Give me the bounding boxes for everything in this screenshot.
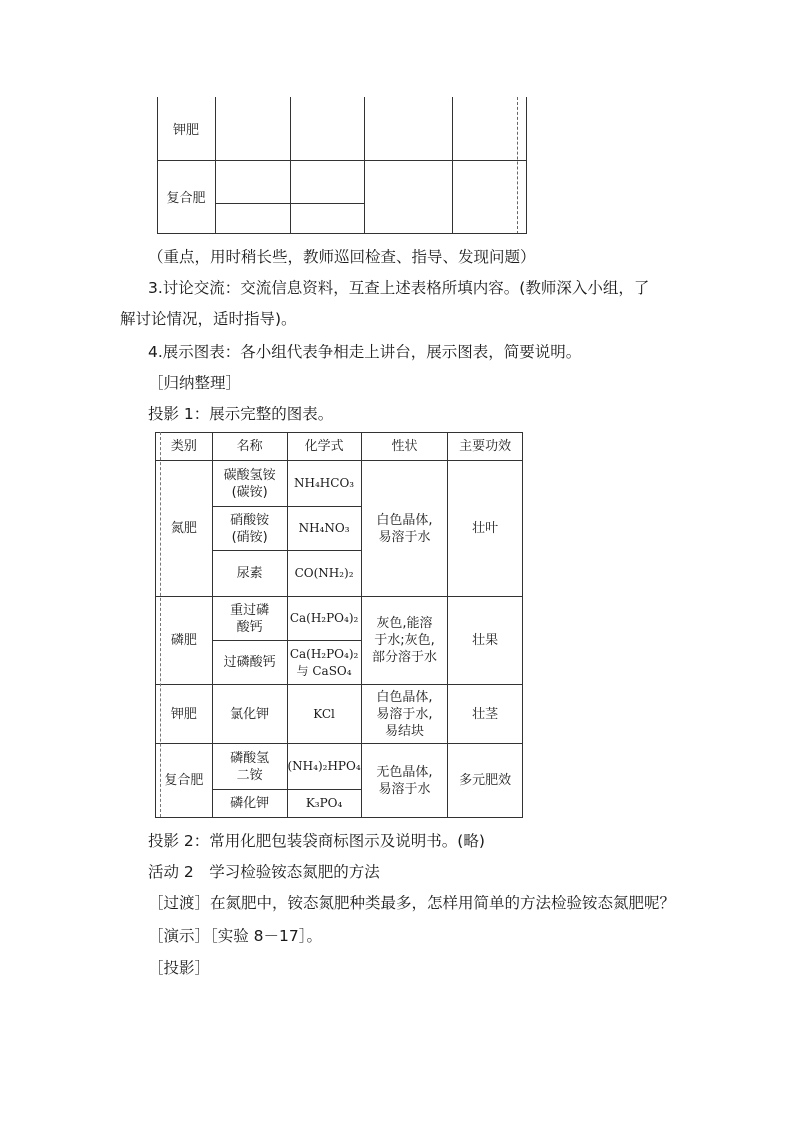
name-cell xyxy=(212,507,287,551)
name-line: 酸钙 xyxy=(236,619,263,635)
property-line: 易溶于水, xyxy=(376,706,433,722)
formula-cell: NH₄NO₃ xyxy=(287,507,361,551)
category-compound: 复合肥 xyxy=(156,744,213,818)
category-phosphorus: 磷肥 xyxy=(156,597,213,685)
table-left-dashed-rule xyxy=(160,432,161,817)
effect-cell: 壮茎 xyxy=(448,685,523,744)
formula-cell: CO(NH₂)₂ xyxy=(287,551,361,597)
property-cell xyxy=(361,461,448,597)
summary-heading: ［归纳整理］ xyxy=(148,374,242,392)
activity2-heading: 活动 2 学习检验铵态氮肥的方法 xyxy=(148,863,380,881)
property-line: 白色晶体, xyxy=(376,512,433,528)
property-cell xyxy=(361,744,448,818)
name-cell: 过磷酸钙 xyxy=(212,641,287,685)
effect-cell: 壮叶 xyxy=(448,461,523,597)
name-line: 硝酸铵 xyxy=(230,512,270,528)
name-cell xyxy=(212,597,287,641)
table-header-row xyxy=(156,433,523,461)
transition-line: ［过渡］在氮肥中，铵态氮肥种类最多，怎样用简单的方法检验铵态氮肥呢？ xyxy=(148,894,676,912)
formula-cell: K₃PO₄ xyxy=(287,790,361,818)
header-name: 名称 xyxy=(212,433,287,461)
formula-line: 与 CaSO₄ xyxy=(296,663,352,678)
table-row xyxy=(156,597,523,641)
header-effect: 主要功效 xyxy=(448,433,523,461)
step3-line2: 解讨论情况，适时指导)。 xyxy=(120,310,297,328)
name-line: 二铵 xyxy=(236,767,263,783)
name-line: (硝铵) xyxy=(231,529,268,545)
formula-cell: Ca(H₂PO₄)₂ xyxy=(287,597,361,641)
top-row-potassium-label: 钾肥 xyxy=(172,123,199,138)
property-line: 易结块 xyxy=(384,723,424,739)
top-table xyxy=(157,97,527,234)
formula-cell: KCl xyxy=(287,685,361,744)
name-line: 磷酸氢 xyxy=(230,750,270,766)
property-line: 易溶于水 xyxy=(378,781,431,797)
category-potassium: 钾肥 xyxy=(156,685,213,744)
name-cell xyxy=(212,744,287,790)
name-line: 碳酸氢铵 xyxy=(223,467,276,483)
property-line: 白色晶体, xyxy=(376,689,433,705)
top-row-compound-label: 复合肥 xyxy=(166,191,206,206)
property-line: 部分溶于水 xyxy=(371,650,437,665)
formula-cell xyxy=(287,641,361,685)
demo-line: ［演示］［实验 8－17］。 xyxy=(148,927,323,945)
projection-tag: ［投影］ xyxy=(148,959,211,977)
effect-cell: 壮果 xyxy=(448,597,523,685)
category-nitrogen: 氮肥 xyxy=(156,461,213,597)
header-property: 性状 xyxy=(361,433,448,461)
name-cell: 氯化钾 xyxy=(212,685,287,744)
property-cell xyxy=(361,597,448,685)
step3-line1: 3.讨论交流：交流信息资料，互查上述表格所填内容。(教师深入小组，了 xyxy=(148,279,650,297)
step4-line: 4.展示图表：各小组代表争相走上讲台，展示图表，简要说明。 xyxy=(148,343,582,361)
projection1-line: 投影 1：展示完整的图表。 xyxy=(148,405,334,423)
name-cell: 磷化钾 xyxy=(212,790,287,818)
fertilizer-table xyxy=(155,432,523,818)
table-row xyxy=(156,461,523,507)
name-cell xyxy=(212,461,287,507)
note-line: （重点，用时稍长些，教师巡回检查、指导、发现问题） xyxy=(148,248,536,266)
name-line: 重过磷 xyxy=(230,602,270,618)
formula-line: Ca(H₂PO₄)₂ xyxy=(289,646,359,661)
property-cell xyxy=(361,685,448,744)
name-line: (碳铵) xyxy=(231,484,268,500)
property-line: 无色晶体, xyxy=(376,764,433,780)
table-row xyxy=(156,685,523,744)
projection2-line: 投影 2：常用化肥包装袋商标图示及说明书。(略) xyxy=(148,832,485,850)
property-line: 灰色,能溶 xyxy=(376,616,433,631)
formula-cell: (NH₄)₂HPO₄ xyxy=(287,744,361,790)
header-category: 类别 xyxy=(156,433,213,461)
name-cell: 尿素 xyxy=(212,551,287,597)
property-line: 易溶于水 xyxy=(378,529,431,545)
property-line: 于水;灰色, xyxy=(374,633,435,648)
header-formula: 化学式 xyxy=(287,433,361,461)
effect-cell: 多元肥效 xyxy=(448,744,523,818)
formula-cell: NH₄HCO₃ xyxy=(287,461,361,507)
table-row xyxy=(156,744,523,790)
